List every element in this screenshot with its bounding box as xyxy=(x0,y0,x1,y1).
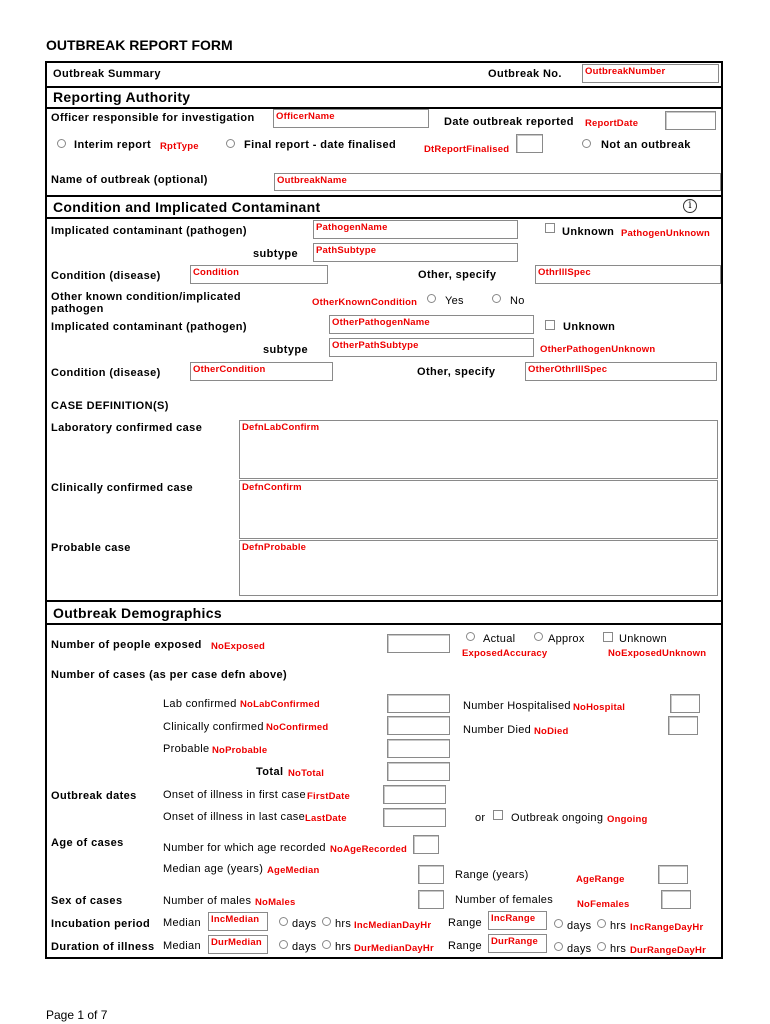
lab-confirmed-case-label: Laboratory confirmed case xyxy=(51,422,203,434)
outbreak-dates-label: Outbreak dates xyxy=(51,790,137,802)
unknown-label: Unknown xyxy=(562,226,615,238)
no-label: No xyxy=(510,295,525,307)
condition-label: Condition (disease) xyxy=(51,270,161,282)
pathogen-unknown-tag: PathogenUnknown xyxy=(621,228,711,239)
date-finalised-input[interactable] xyxy=(516,134,543,153)
divider xyxy=(45,600,723,602)
hospitalised-label: Number Hospitalised xyxy=(463,700,571,712)
total-label: Total xyxy=(256,766,284,778)
inc-median-field[interactable]: IncMedian xyxy=(208,912,268,931)
condition-field[interactable]: Condition xyxy=(190,265,328,284)
clinically-confirmed-label: Clinically confirmed xyxy=(163,721,264,733)
other-pathogen-name-field[interactable]: OtherPathogenName xyxy=(329,315,534,334)
inc-range-hrs-label: hrs xyxy=(610,920,627,932)
lab-confirmed-input[interactable] xyxy=(387,694,450,713)
date-reported-label: Date outbreak reported xyxy=(444,116,574,128)
page-title: OUTBREAK REPORT FORM xyxy=(46,37,233,53)
report-date-input[interactable] xyxy=(665,111,716,130)
path-subtype-field[interactable]: PathSubtype xyxy=(313,243,518,262)
dur-median-days-label: days xyxy=(292,941,317,953)
females-tag: NoFemales xyxy=(577,899,630,910)
rpt-type-tag: RptType xyxy=(160,141,199,152)
approx-radio[interactable] xyxy=(534,632,543,641)
other-known-condition-tag: OtherKnownCondition xyxy=(312,297,418,308)
exposed-unknown-checkbox[interactable] xyxy=(603,632,613,642)
divider xyxy=(45,623,723,625)
inc-range-days-radio[interactable] xyxy=(554,919,563,928)
cases-label: Number of cases (as per case defn above) xyxy=(51,669,288,681)
age-of-cases-label: Age of cases xyxy=(51,837,124,849)
interim-radio[interactable] xyxy=(57,139,66,148)
first-case-label: Onset of illness in first case xyxy=(163,789,306,801)
males-input[interactable] xyxy=(418,890,444,909)
exposed-input[interactable] xyxy=(387,634,450,653)
ongoing-checkbox[interactable] xyxy=(493,810,503,820)
dur-range-hrs-label: hrs xyxy=(610,943,627,955)
defn-lab-confirm-field[interactable]: DefnLabConfirm xyxy=(239,420,718,479)
age-recorded-tag: NoAgeRecorded xyxy=(330,844,408,855)
died-input[interactable] xyxy=(668,716,698,735)
frame-bottom xyxy=(45,957,723,959)
condition-heading: Condition and Implicated Contaminant xyxy=(53,199,321,215)
males-tag: NoMales xyxy=(255,897,296,908)
inc-range-hrs-radio[interactable] xyxy=(597,919,606,928)
died-tag: NoDied xyxy=(534,726,569,737)
outbreak-number-field[interactable]: OutbreakNumber xyxy=(582,64,719,83)
page-number: Page 1 of 7 xyxy=(46,1008,108,1022)
actual-label: Actual xyxy=(483,633,516,645)
approx-label: Approx xyxy=(548,633,585,645)
dur-median-hrs-label: hrs xyxy=(335,941,352,953)
divider xyxy=(45,195,723,197)
probable-input[interactable] xyxy=(387,739,450,758)
other-pathogen-unknown-tag: OtherPathogenUnknown xyxy=(540,344,656,355)
exposed-accuracy-tag: ExposedAccuracy xyxy=(462,648,548,659)
dur-median-label: Median xyxy=(163,940,201,952)
unknown-label-3: Unknown xyxy=(619,633,667,645)
report-date-tag: ReportDate xyxy=(585,118,639,129)
divider xyxy=(45,86,723,88)
inc-median-dayhr-tag: IncMedianDayHr xyxy=(354,920,432,931)
case-definitions-heading: CASE DEFINITION(S) xyxy=(51,400,169,412)
contaminant-label: Implicated contaminant (pathogen) xyxy=(51,225,247,237)
not-outbreak-radio[interactable] xyxy=(582,139,591,148)
inc-range-days-label: days xyxy=(567,920,592,932)
other-pathogen-unknown-checkbox[interactable] xyxy=(545,320,555,330)
median-age-label: Median age (years) xyxy=(163,863,264,875)
total-tag: NoTotal xyxy=(288,768,325,779)
condition-label-2: Condition (disease) xyxy=(51,367,161,379)
males-label: Number of males xyxy=(163,895,252,907)
first-date-tag: FirstDate xyxy=(307,791,350,802)
sex-of-cases-label: Sex of cases xyxy=(51,895,123,907)
inc-median-hrs-label: hrs xyxy=(335,918,352,930)
contaminant-label-2: Implicated contaminant (pathogen) xyxy=(51,321,247,333)
probable-case-label: Probable case xyxy=(51,542,131,554)
last-date-tag: LastDate xyxy=(305,813,347,824)
officer-label: Officer responsible for investigation xyxy=(51,112,255,124)
other-specify-label: Other, specify xyxy=(418,269,497,281)
last-date-input[interactable] xyxy=(383,808,446,827)
yes-radio[interactable] xyxy=(427,294,436,303)
inc-median-label: Median xyxy=(163,917,201,929)
hospitalised-input[interactable] xyxy=(670,694,700,713)
other-known-label-1: Other known condition/implicated xyxy=(51,291,242,303)
other-ill-spec-field[interactable]: OthrIllSpec xyxy=(535,265,721,284)
subtype-label: subtype xyxy=(253,248,298,260)
defn-confirm-field[interactable]: DefnConfirm xyxy=(239,480,718,539)
dur-range-days-label: days xyxy=(567,943,592,955)
officer-name-field[interactable]: OfficerName xyxy=(273,109,429,128)
age-recorded-label: Number for which age recorded xyxy=(163,842,326,854)
not-outbreak-label: Not an outbreak xyxy=(601,139,691,151)
age-recorded-input[interactable] xyxy=(413,835,439,854)
inc-median-days-label: days xyxy=(292,918,317,930)
dur-median-field[interactable]: DurMedian xyxy=(208,935,268,954)
range-years-label: Range (years) xyxy=(455,869,529,881)
age-range-input[interactable] xyxy=(658,865,688,884)
median-age-input[interactable] xyxy=(418,865,444,884)
dur-median-hrs-radio[interactable] xyxy=(322,940,331,949)
or-label: or xyxy=(475,812,486,824)
outbreak-name-field[interactable]: OutbreakName xyxy=(274,173,721,191)
exposed-label: Number of people exposed xyxy=(51,639,202,651)
info-icon[interactable]: i xyxy=(683,199,697,213)
inc-median-hrs-radio[interactable] xyxy=(322,917,331,926)
last-case-label: Onset of illness in last case xyxy=(163,811,305,823)
inc-range-label: Range xyxy=(448,917,482,929)
ongoing-label: Outbreak ongoing xyxy=(511,812,604,824)
unknown-label-2: Unknown xyxy=(563,321,616,333)
clinically-confirmed-case-label: Clinically confirmed case xyxy=(51,482,194,494)
clinically-confirmed-tag: NoConfirmed xyxy=(266,722,329,733)
age-range-tag: AgeRange xyxy=(576,874,625,885)
exposed-unknown-tag: NoExposedUnknown xyxy=(608,648,707,659)
dur-median-dayhr-tag: DurMedianDayHr xyxy=(354,943,434,954)
subtype-label-2: subtype xyxy=(263,344,308,356)
died-label: Number Died xyxy=(463,724,532,736)
summary-label: Outbreak Summary xyxy=(53,68,161,80)
outbreak-number-label: Outbreak No. xyxy=(488,68,562,80)
inc-range-dayhr-tag: IncRangeDayHr xyxy=(630,922,704,933)
females-label: Number of females xyxy=(455,894,554,906)
probable-label: Probable xyxy=(163,743,210,755)
total-input[interactable] xyxy=(387,762,450,781)
other-known-label-2: pathogen xyxy=(51,303,104,315)
lab-confirmed-tag: NoLabConfirmed xyxy=(240,699,320,710)
inc-median-days-radio[interactable] xyxy=(279,917,288,926)
duration-label: Duration of illness xyxy=(51,941,155,953)
median-age-tag: AgeMedian xyxy=(267,865,320,876)
dur-range-label: Range xyxy=(448,940,482,952)
pathogen-unknown-checkbox[interactable] xyxy=(545,223,555,233)
dur-range-days-radio[interactable] xyxy=(554,942,563,951)
outbreak-name-label: Name of outbreak (optional) xyxy=(51,174,208,186)
hospitalised-tag: NoHospital xyxy=(573,702,626,713)
final-radio[interactable] xyxy=(226,139,235,148)
dur-median-days-radio[interactable] xyxy=(279,940,288,949)
demographics-heading: Outbreak Demographics xyxy=(53,605,222,621)
actual-radio[interactable] xyxy=(466,632,475,641)
no-radio[interactable] xyxy=(492,294,501,303)
dur-range-field[interactable]: DurRange xyxy=(488,934,547,953)
other-other-ill-spec-field[interactable]: OtherOthrIllSpec xyxy=(525,362,717,381)
divider xyxy=(45,217,723,219)
other-path-subtype-field[interactable]: OtherPathSubtype xyxy=(329,338,534,357)
defn-probable-field[interactable]: DefnProbable xyxy=(239,540,718,596)
clinically-confirmed-input[interactable] xyxy=(387,716,450,735)
incubation-label: Incubation period xyxy=(51,918,151,930)
pathogen-name-field[interactable]: PathogenName xyxy=(313,220,518,239)
final-label: Final report - date finalised xyxy=(244,139,397,151)
interim-label: Interim report xyxy=(74,139,152,151)
yes-label: Yes xyxy=(445,295,464,307)
exposed-tag: NoExposed xyxy=(211,641,266,652)
lab-confirmed-label: Lab confirmed xyxy=(163,698,237,710)
females-input[interactable] xyxy=(661,890,691,909)
dur-range-dayhr-tag: DurRangeDayHr xyxy=(630,945,706,956)
other-specify-label-2: Other, specify xyxy=(417,366,496,378)
inc-range-field[interactable]: IncRange xyxy=(488,911,547,930)
probable-tag: NoProbable xyxy=(212,745,268,756)
ongoing-tag: Ongoing xyxy=(607,814,648,825)
date-finalised-tag: DtReportFinalised xyxy=(424,144,510,155)
dur-range-hrs-radio[interactable] xyxy=(597,942,606,951)
first-date-input[interactable] xyxy=(383,785,446,804)
other-condition-field[interactable]: OtherCondition xyxy=(190,362,333,381)
reporting-heading: Reporting Authority xyxy=(53,89,191,105)
frame-top xyxy=(45,61,723,63)
